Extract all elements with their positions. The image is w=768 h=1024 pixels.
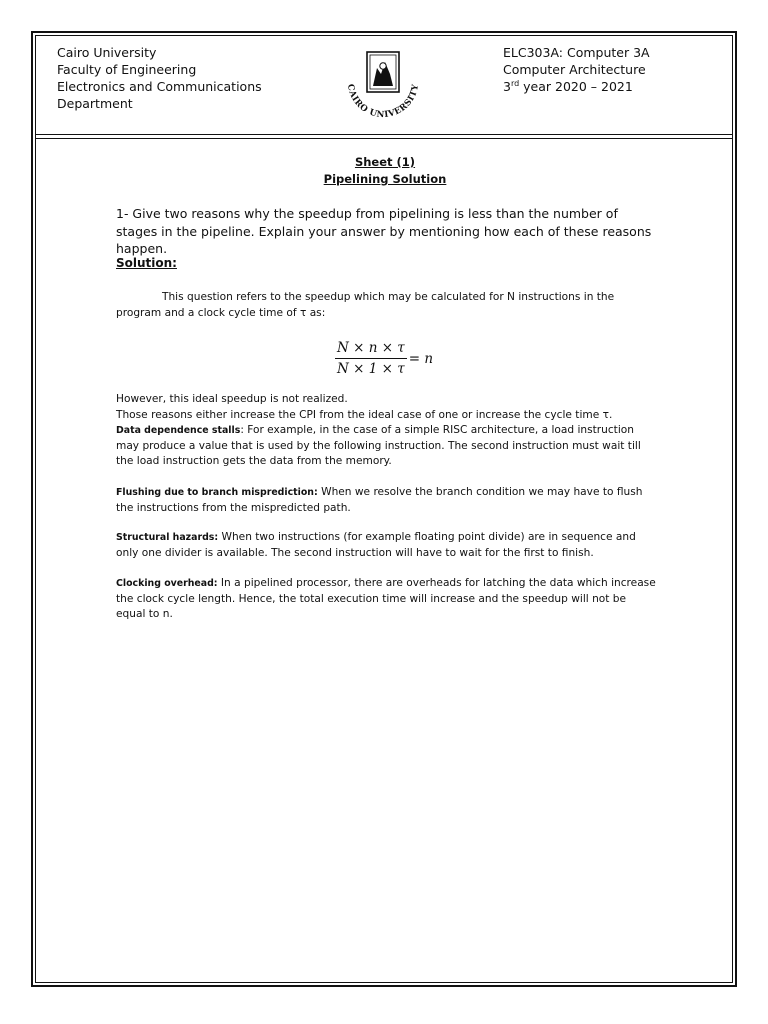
solution-intro-text: This question refers to the speedup which may be calculated for N instructions in the program and a clock cycle time of τ as:: [116, 291, 615, 319]
formula-numerator: N × n × τ: [335, 340, 407, 359]
sheet-title: Sheet (1): [354, 155, 416, 169]
reasons-line: Those reasons either increase the CPI from the ideal case of one or increase the cycle time τ.: [116, 408, 613, 421]
flushing-text: When we resolve the branch condition we may have to flush the instructions from the mispredicted path.: [116, 486, 643, 514]
clocking-text: In a pipelined processor, there are overheads for latching the data which increase the clock cycle length. Hence, the total execution time will increase and the speedup will not be equal to n.: [116, 577, 656, 620]
sheet-subtitle: Pipelining Solution: [323, 172, 447, 186]
formula-result: = n: [408, 350, 434, 367]
data-dependence-label: Data dependence stalls: [116, 425, 241, 436]
seal-text: CAIRO UNIVERSITY: [344, 83, 422, 121]
header-year: [503, 78, 650, 95]
header-course-code: ELC303A: Computer 3A: [503, 45, 650, 60]
header-department-line2: Department: [57, 96, 133, 111]
structural-text: When two instructions (for example floating point divide) are in sequence and only one divider is available. The second instruction will have to wait for the first to finish.: [116, 531, 636, 559]
solution-intro: [116, 290, 656, 321]
year-number: 3: [503, 79, 511, 94]
structural-paragraph: [116, 530, 656, 561]
however-block: [116, 392, 656, 470]
clocking-label: Clocking overhead:: [116, 578, 218, 589]
cairo-university-seal-logo: [338, 46, 428, 126]
header-divider: [35, 138, 733, 139]
structural-label: Structural hazards:: [116, 532, 219, 543]
year-ordinal: rd: [510, 79, 520, 88]
data-dependence-text: : For example, in the case of a simple RISC architecture, a load instruction may produce a value that is used by the following instruction. The second instruction must wait till the load instruction gets the data from the memory.: [116, 424, 641, 467]
data-dependence-paragraph: [116, 423, 656, 470]
header-faculty: Faculty of Engineering: [57, 62, 197, 77]
formula-fraction: [335, 340, 407, 377]
formula-denominator: N × 1 × τ: [337, 361, 405, 377]
however-line: However, this ideal speedup is not realized.: [116, 393, 348, 405]
header-university-info: [57, 44, 262, 112]
question-text: 1- Give two reasons why the speedup from pipelining is less than the number of stages in the pipeline. Explain your answer by mentioning how each of these reasons happen.: [116, 206, 652, 256]
year-range: year 2020 – 2021: [519, 79, 633, 94]
speedup-formula: [335, 340, 433, 377]
solution-heading: Solution:: [116, 256, 177, 270]
flushing-label: Flushing due to branch misprediction:: [116, 487, 318, 498]
header-university: Cairo University: [57, 45, 157, 60]
clocking-paragraph: [116, 576, 656, 623]
header-course-name: Computer Architecture: [503, 62, 646, 77]
flushing-paragraph: [116, 485, 656, 516]
header-course-info: [503, 44, 650, 95]
svg-text:CAIRO UNIVERSITY: [345, 83, 421, 120]
header-department-line1: Electronics and Communications: [57, 79, 262, 94]
